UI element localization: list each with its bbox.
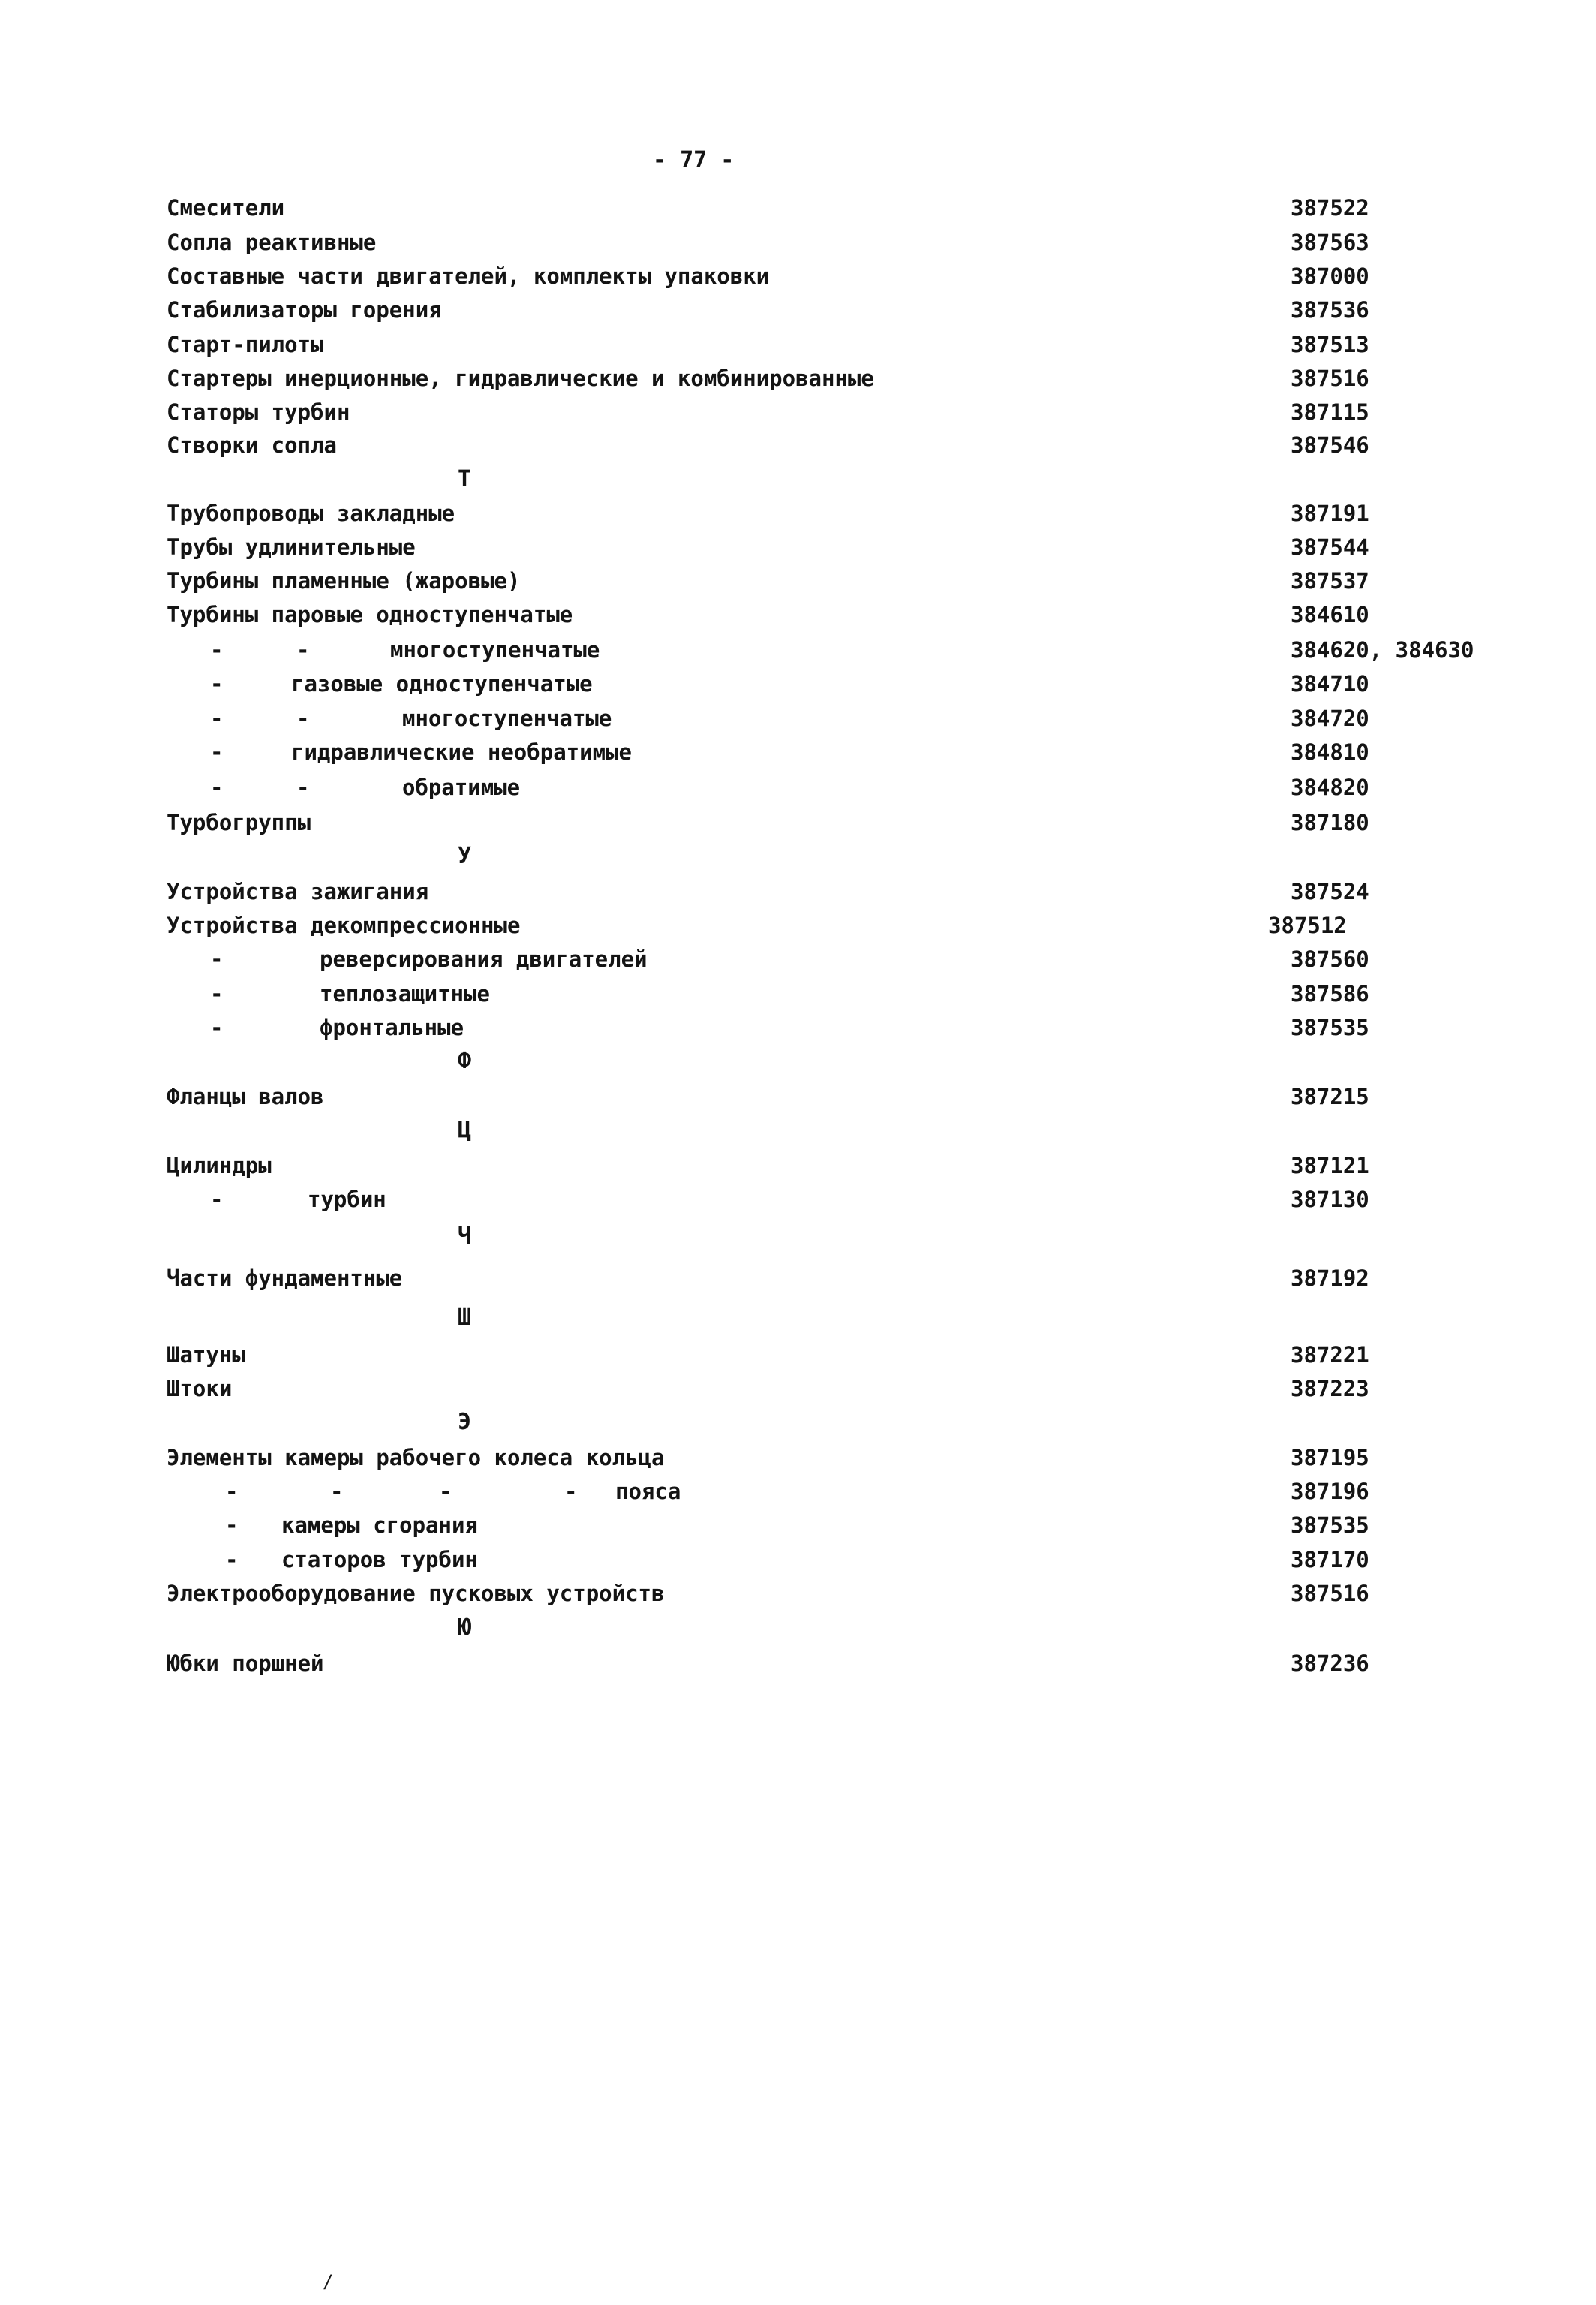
entry-term: Турбогруппы — [167, 810, 311, 835]
index-entry — [0, 225, 1596, 260]
index-entry — [0, 735, 1596, 769]
entry-term: Старт-пилоты — [167, 332, 324, 357]
entry-term: многоступенчатые — [402, 706, 612, 731]
entry-term: пояса — [615, 1479, 681, 1504]
index-entry — [0, 633, 1596, 667]
index-entry — [0, 1508, 1596, 1542]
entry-code: 387535 — [1291, 1015, 1369, 1040]
entry-code: 387512 — [1268, 913, 1347, 938]
index-entry — [0, 770, 1596, 805]
continuation-dash: - — [210, 671, 224, 697]
entry-code: 384720 — [1291, 706, 1369, 731]
continuation-dash: - — [210, 1015, 224, 1040]
entry-code: 387535 — [1291, 1512, 1369, 1538]
entry-code: 387196 — [1291, 1479, 1369, 1504]
entry-code: 387180 — [1291, 810, 1369, 835]
index-entry — [0, 395, 1596, 429]
entry-code: 387560 — [1291, 946, 1369, 972]
entry-term: реверсирования двигателей — [320, 946, 648, 972]
continuation-dash: - — [225, 1512, 239, 1538]
continuation-dash: - — [564, 1479, 578, 1504]
entry-code: 387563 — [1291, 230, 1369, 255]
entry-term: Электрооборудование пусковых устройств — [167, 1581, 665, 1606]
entry-code: 387221 — [1291, 1342, 1369, 1368]
index-entry — [0, 191, 1596, 225]
entry-term: Цилиндры — [167, 1153, 272, 1178]
entry-term: Шатуны — [167, 1342, 245, 1368]
entry-term: Стабилизаторы горения — [167, 297, 442, 323]
entry-code: 387191 — [1291, 501, 1369, 526]
continuation-dash: - — [210, 946, 224, 972]
entry-term: Трубопроводы закладные — [167, 501, 455, 526]
entry-term: Стартеры инерционные, гидравлические и комбинированные — [167, 366, 874, 391]
entry-code: 387195 — [1291, 1445, 1369, 1470]
entry-code: 387236 — [1291, 1651, 1369, 1676]
entry-code: 387546 — [1291, 432, 1369, 458]
index-entry — [0, 1338, 1596, 1372]
entry-code: 387536 — [1291, 297, 1369, 323]
index-entry — [0, 1371, 1596, 1406]
entry-term: Статоры турбин — [167, 399, 350, 425]
index-entry — [0, 1261, 1596, 1295]
entry-term: многоступенчатые — [390, 637, 600, 663]
entry-code: 384710 — [1291, 671, 1369, 697]
index-entry — [0, 293, 1596, 327]
entry-code: 387544 — [1291, 534, 1369, 560]
index-entry — [0, 428, 1596, 462]
index-entry — [0, 564, 1596, 598]
continuation-dash: - — [210, 739, 224, 765]
section-letter: Ш — [458, 1304, 472, 1331]
entry-term: Трубы удлинительные — [167, 534, 416, 560]
section-letter: У — [458, 843, 472, 869]
entry-code: 387000 — [1291, 263, 1369, 289]
entry-term: Элементы камеры рабочего колеса кольца — [167, 1445, 665, 1470]
entry-code: 387537 — [1291, 568, 1369, 594]
entry-term: гидравлические необратимые — [291, 739, 632, 765]
entry-code: 387223 — [1291, 1376, 1369, 1401]
index-entry — [0, 259, 1596, 293]
entry-term: Юбки поршней — [167, 1651, 324, 1676]
entry-term: Створки сопла — [167, 432, 337, 458]
entry-term: Штоки — [167, 1376, 233, 1401]
entry-term: Устройства декомпрессионные — [167, 913, 521, 938]
index-entry — [0, 874, 1596, 909]
entry-code: 387516 — [1291, 1581, 1369, 1606]
index-entry — [0, 1542, 1596, 1577]
index-entry — [0, 1646, 1596, 1681]
index-entry — [0, 805, 1596, 840]
section-letter: Т — [458, 466, 472, 492]
entry-code: 387215 — [1291, 1084, 1369, 1109]
entry-code: 384620, 384630 — [1291, 637, 1474, 663]
entry-code: 387586 — [1291, 981, 1369, 1007]
index-entry — [0, 1010, 1596, 1045]
continuation-dash: - — [439, 1479, 452, 1504]
entry-term: Смесители — [167, 195, 285, 221]
continuation-dash: - — [296, 706, 310, 731]
page-number: - 77 - — [653, 147, 735, 173]
index-entry — [0, 1440, 1596, 1475]
entry-term: Составные части двигателей, комплекты упаковки — [167, 263, 770, 289]
index-entry — [0, 1148, 1596, 1183]
entry-code: 387170 — [1291, 1547, 1369, 1572]
stray-mark: / — [323, 2271, 334, 2292]
section-letter: Ц — [458, 1117, 472, 1143]
continuation-dash: - — [330, 1479, 344, 1504]
index-entry — [0, 942, 1596, 976]
entry-term: Турбины пламенные (жаровые) — [167, 568, 521, 594]
entry-term: камеры сгорания — [281, 1512, 478, 1538]
entry-code: 387121 — [1291, 1153, 1369, 1178]
index-entry — [0, 908, 1596, 943]
continuation-dash: - — [296, 775, 310, 800]
index-entry — [0, 1182, 1596, 1217]
continuation-dash: - — [210, 775, 224, 800]
entry-term: Фланцы валов — [167, 1084, 324, 1109]
continuation-dash: - — [210, 637, 224, 663]
index-entry — [0, 667, 1596, 701]
entry-code: 387513 — [1291, 332, 1369, 357]
entry-code: 384820 — [1291, 775, 1369, 800]
entry-code: 384810 — [1291, 739, 1369, 765]
entry-term: газовые одноступенчатые — [291, 671, 593, 697]
section-letter: Ф — [458, 1048, 472, 1074]
continuation-dash: - — [210, 706, 224, 731]
entry-term: фронтальные — [320, 1015, 464, 1040]
index-entry — [0, 496, 1596, 531]
entry-code: 387192 — [1291, 1265, 1369, 1291]
index-entry — [0, 530, 1596, 564]
entry-term: Части фундаментные — [167, 1265, 403, 1291]
continuation-dash: - — [210, 981, 224, 1007]
entry-term: Сопла реактивные — [167, 230, 377, 255]
entry-term: Турбины паровые одноступенчатые — [167, 602, 573, 627]
entry-term: теплозащитные — [320, 981, 490, 1007]
index-entry — [0, 361, 1596, 396]
entry-code: 387130 — [1291, 1187, 1369, 1212]
index-entry — [0, 327, 1596, 362]
entry-code: 387522 — [1291, 195, 1369, 221]
entry-code: 387516 — [1291, 366, 1369, 391]
entry-term: обратимые — [402, 775, 521, 800]
index-entry — [0, 1079, 1596, 1114]
continuation-dash: - — [225, 1479, 239, 1504]
entry-term: статоров турбин — [281, 1547, 478, 1572]
continuation-dash: - — [210, 1187, 224, 1212]
continuation-dash: - — [296, 637, 310, 663]
continuation-dash: - — [225, 1547, 239, 1572]
index-entry — [0, 1474, 1596, 1509]
section-letter: Ю — [458, 1614, 472, 1641]
entry-code: 387524 — [1291, 879, 1369, 904]
entry-code: 387115 — [1291, 399, 1369, 425]
index-entry — [0, 1576, 1596, 1611]
section-letter: Ч — [458, 1223, 472, 1250]
index-entry — [0, 976, 1596, 1011]
index-entry — [0, 701, 1596, 736]
entry-term: Устройства зажигания — [167, 879, 429, 904]
section-letter: Э — [458, 1409, 472, 1435]
entry-code: 384610 — [1291, 602, 1369, 627]
entry-term: турбин — [308, 1187, 386, 1212]
index-entry — [0, 597, 1596, 632]
